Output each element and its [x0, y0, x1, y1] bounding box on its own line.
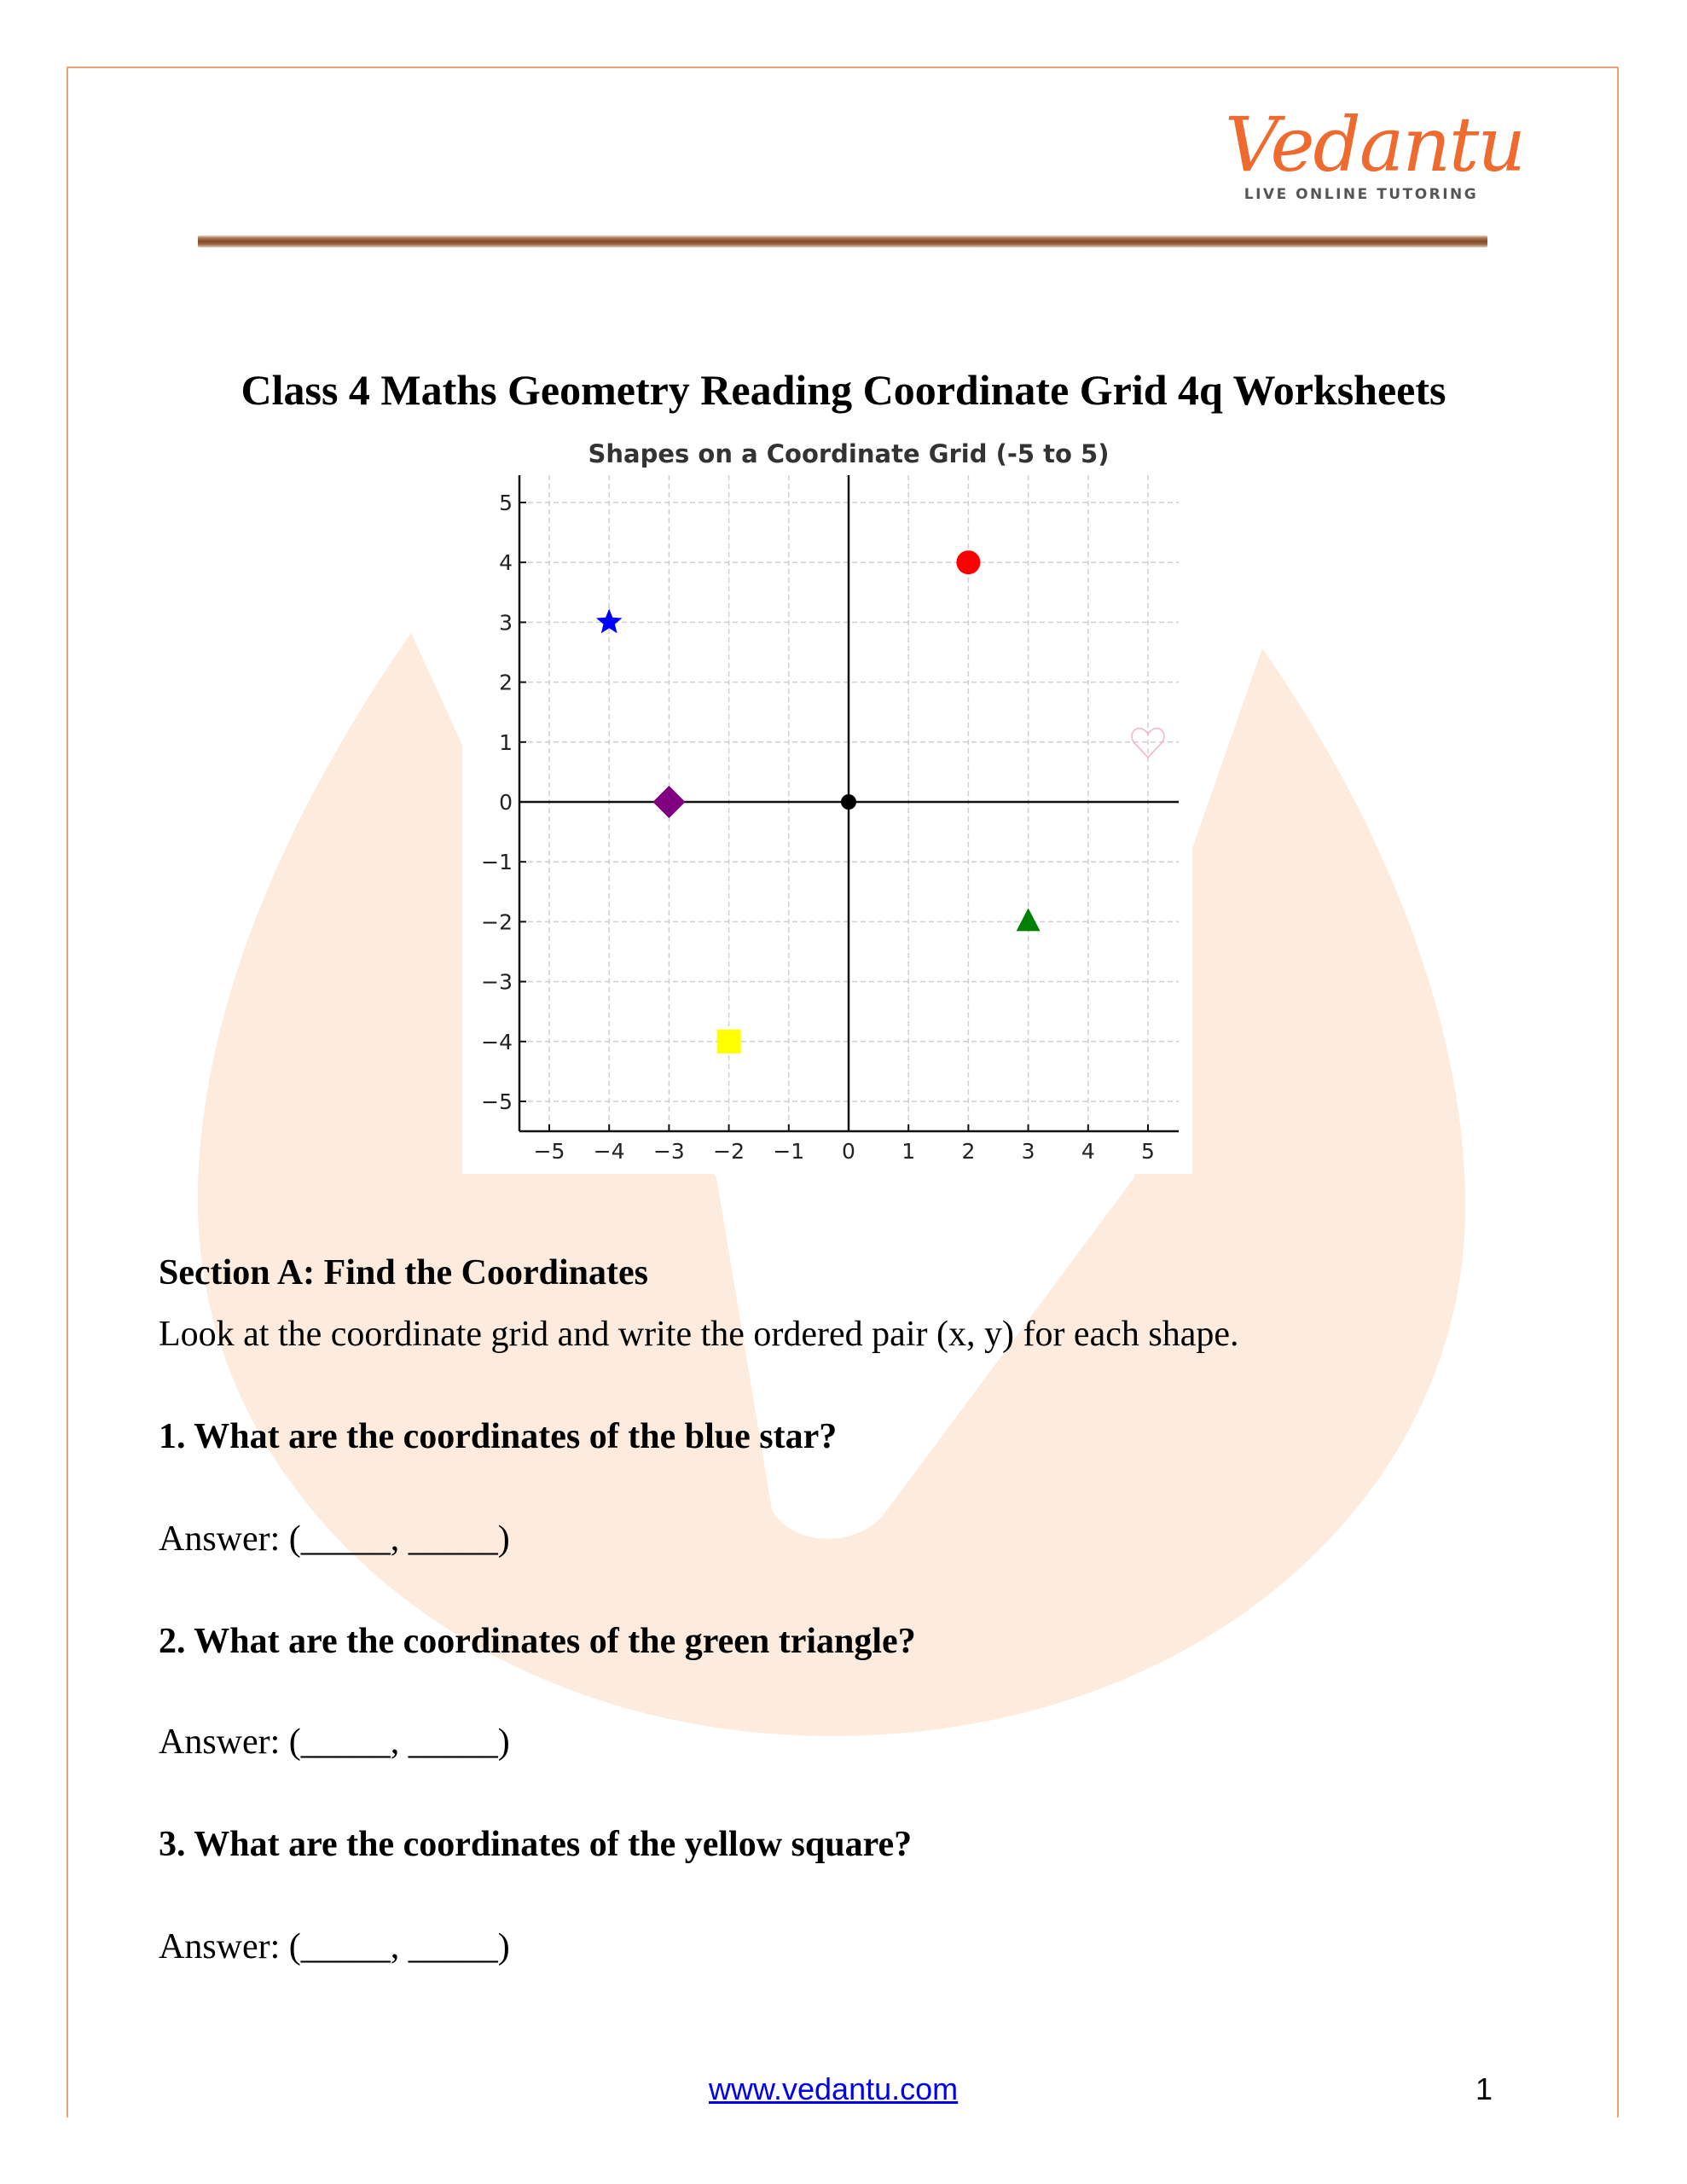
- question-2: 2. What are the coordinates of the green triangle?: [159, 1622, 916, 1661]
- page-number: 1: [1475, 2071, 1493, 2106]
- svg-text:3: 3: [499, 610, 513, 636]
- chart-title: Shapes on a Coordinate Grid (-5 to 5): [588, 439, 1110, 468]
- svg-text:0: 0: [499, 790, 513, 815]
- yellow-square-marker: [717, 1030, 741, 1054]
- svg-text:1: 1: [499, 729, 513, 755]
- red-circle-marker: [956, 550, 980, 574]
- header-separator: [198, 235, 1487, 247]
- svg-text:2: 2: [499, 670, 513, 695]
- answer-2-blank[interactable]: Answer: (_____, _____): [159, 1722, 510, 1762]
- svg-text:3: 3: [1021, 1139, 1035, 1164]
- answer-3-blank[interactable]: Answer: (_____, _____): [159, 1927, 510, 1966]
- svg-text:−4: −4: [481, 1029, 513, 1054]
- svg-text:−3: −3: [481, 969, 513, 995]
- svg-text:0: 0: [842, 1139, 855, 1164]
- svg-text:−5: −5: [481, 1089, 513, 1114]
- footer-website-link[interactable]: www.vedantu.com: [709, 2071, 959, 2106]
- svg-text:−5: −5: [533, 1139, 565, 1164]
- svg-text:−4: −4: [593, 1139, 625, 1164]
- svg-text:4: 4: [499, 550, 513, 576]
- vedantu-logo: [1225, 101, 1525, 212]
- section-heading: Section A: Find the Coordinates: [159, 1253, 649, 1292]
- svg-text:−3: −3: [652, 1139, 685, 1164]
- svg-text:−2: −2: [481, 909, 513, 935]
- logo-tagline: LIVE ONLINE TUTORING: [1244, 186, 1479, 203]
- svg-text:5: 5: [499, 491, 513, 515]
- question-3: 3. What are the coordinates of the yellow square?: [159, 1825, 913, 1864]
- svg-text:5: 5: [1141, 1139, 1155, 1164]
- svg-text:−1: −1: [481, 850, 513, 875]
- logo-wordmark: Vedantu: [1225, 101, 1525, 189]
- question-1: 1. What are the coordinates of the blue star?: [159, 1417, 838, 1456]
- svg-text:−1: −1: [773, 1139, 805, 1164]
- answer-1-blank[interactable]: Answer: (_____, _____): [159, 1519, 510, 1559]
- svg-text:−2: −2: [713, 1139, 745, 1164]
- svg-text:4: 4: [1081, 1139, 1095, 1164]
- section-instruction: Look at the coordinate grid and write the ordered pair (x, y) for each shape.: [159, 1315, 1239, 1354]
- page-title: Class 4 Maths Geometry Reading Coordinate Grid 4q Worksheets: [241, 366, 1446, 414]
- svg-text:1: 1: [901, 1139, 916, 1164]
- origin-marker: [841, 794, 856, 810]
- svg-text:2: 2: [961, 1139, 976, 1164]
- coordinate-grid-chart: [462, 427, 1192, 1174]
